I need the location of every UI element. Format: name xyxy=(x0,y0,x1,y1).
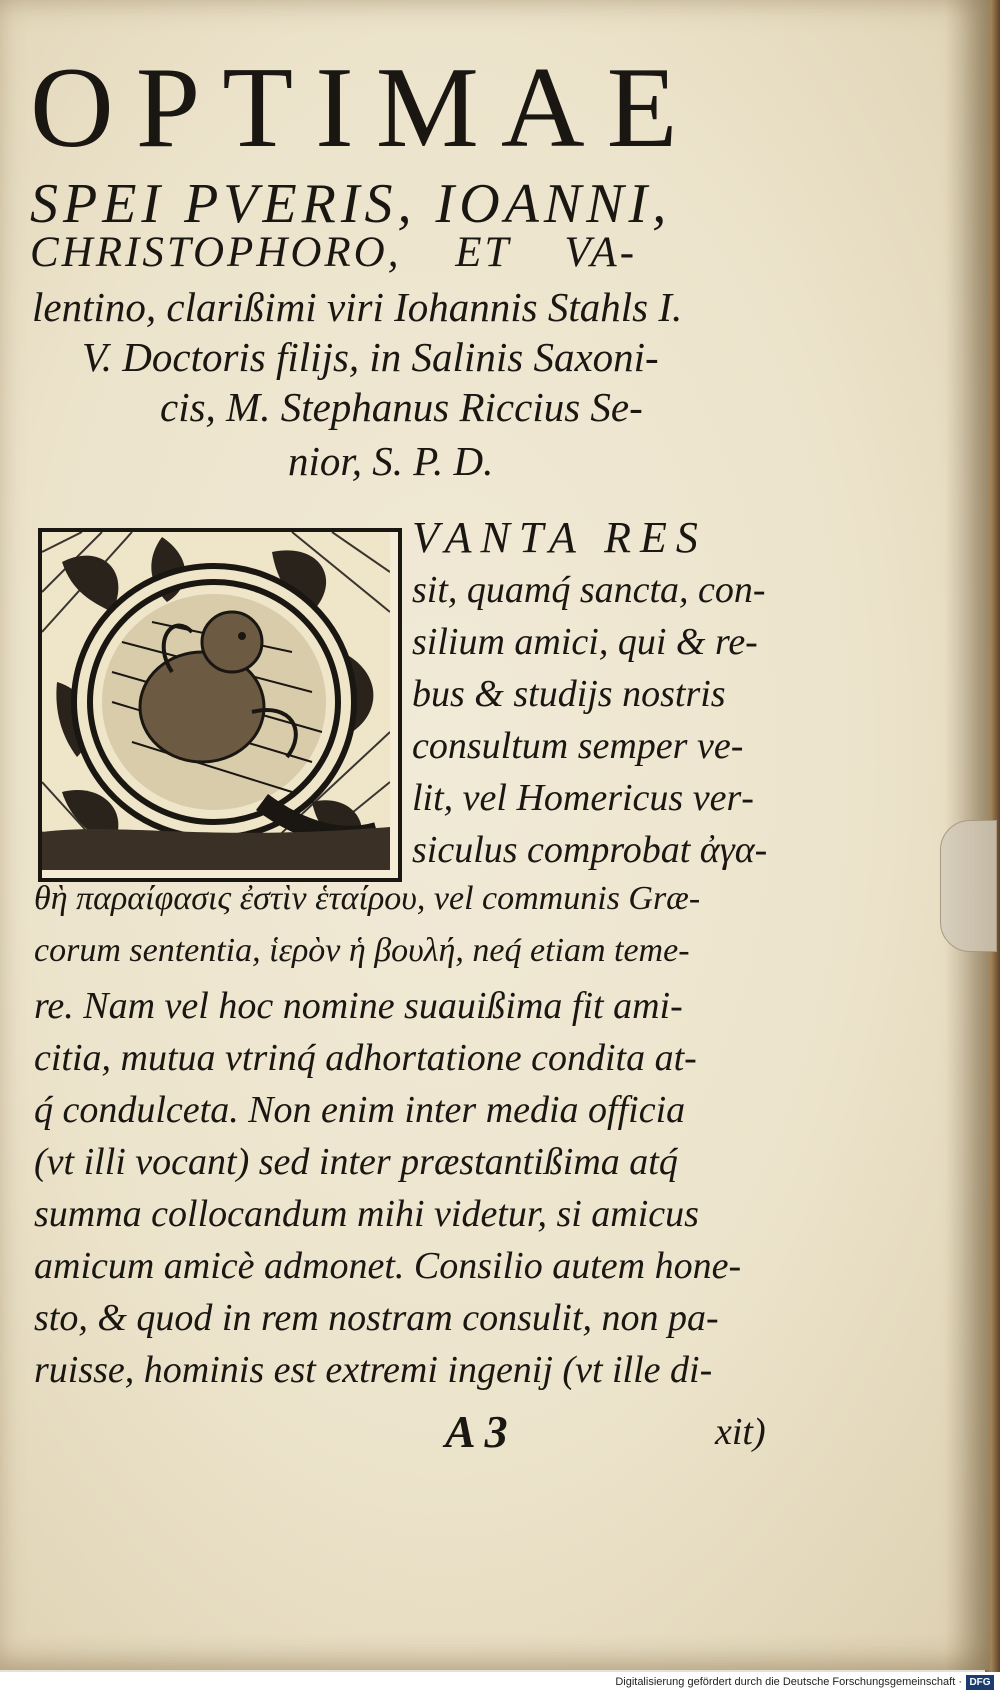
body-line: silium amici, qui & re‑ xyxy=(412,621,758,663)
woodcut-initial-q xyxy=(38,528,402,882)
heading-line-5: cis, M. Stephanus Riccius Se‑ xyxy=(160,384,643,430)
body-line: (vt illi vocant) sed inter præstantißima atq́ xyxy=(34,1141,678,1183)
body-line: bus & studijs nostris xyxy=(412,673,726,715)
body-line: consultum semper ve‑ xyxy=(412,725,744,767)
heading-line-3: lentino, clarißimi viri Iohannis Stahls I. xyxy=(32,284,683,330)
body-line: re. Nam vel hoc nomine suauißima fit ami‑ xyxy=(34,985,683,1027)
footer-credit: Digitalisierung gefördert durch die Deutsche Forschungsgemeinschaft · xyxy=(615,1676,962,1688)
body-line: amicum amicè admonet. Consilio autem hone‑ xyxy=(34,1245,742,1287)
catchword: xit) xyxy=(715,1411,766,1453)
page-tab-marker xyxy=(940,820,997,952)
body-line: sto, & quod in rem nostram consulit, non pa‑ xyxy=(34,1297,719,1339)
dfg-logo: DFG xyxy=(966,1675,994,1690)
body-line: corum sententia, ἱερὸν ἡ βουλή, neq́ etiam teme‑ xyxy=(34,932,690,969)
heading-line-2: CHRISTOPHORO, ET VA‑ xyxy=(30,229,638,276)
body-line: sit, quamq́ sancta, con‑ xyxy=(412,569,766,611)
woodcut-initial-illustration xyxy=(42,532,390,870)
body-line: lit, vel Homericus ver‑ xyxy=(412,777,754,819)
body-line: q́ condulceta. Non enim inter media officia xyxy=(34,1089,686,1131)
body-line: summa collocandum mihi videtur, si amicus xyxy=(34,1193,699,1235)
heading-line-1: SPEI PVERIS, IOANNI, xyxy=(30,173,672,235)
body-line: ruisse, hominis est extremi ingenij (vt ille di‑ xyxy=(34,1349,713,1391)
body-lead-capitals: VANTA RES xyxy=(412,513,707,562)
heading-title: OPTIMAE xyxy=(30,44,700,172)
body-line: citia, mutua vtrinq́ adhortatione condita at‑ xyxy=(34,1037,697,1079)
signature-mark: A 3 xyxy=(445,1406,508,1457)
heading-line-4: V. Doctoris filijs, in Salinis Saxoni‑ xyxy=(82,334,659,380)
body-line: siculus comprobat ἀγα‑ xyxy=(412,829,768,871)
body-line: θὴ παραίφασις ἐστὶν ἑταίρου, vel communis Græ‑ xyxy=(34,880,701,917)
heading-line-6: nior, S. P. D. xyxy=(288,438,494,484)
